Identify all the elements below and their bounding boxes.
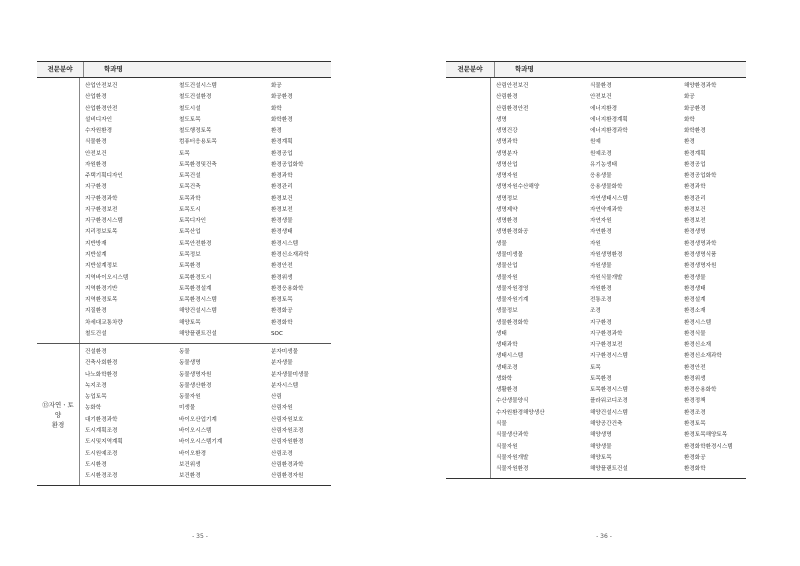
dept-cell: 식물생산과학 bbox=[496, 432, 529, 439]
dept-cell: 자연자원 bbox=[590, 218, 612, 225]
dept-cell: SOC bbox=[271, 330, 283, 337]
dept-cell: 환경공업화학 bbox=[684, 173, 717, 180]
dept-grid bbox=[491, 78, 746, 478]
dept-cell: 토목디자인 bbox=[179, 218, 207, 225]
dept-cell: 생물자원기계 bbox=[496, 297, 529, 304]
dept-cell: 환경계획 bbox=[271, 139, 293, 146]
dept-cell: 산업안전보건 bbox=[85, 83, 118, 89]
dept-cell: 토목 bbox=[179, 150, 190, 157]
dept-cell: 에너지환경과학 bbox=[590, 128, 628, 135]
header-dept: 학과명 bbox=[515, 65, 534, 73]
category-line: ⑬자연ㆍ토 bbox=[42, 400, 74, 409]
dept-cell: 화학 bbox=[271, 105, 282, 112]
category-line: 환경 bbox=[51, 420, 65, 429]
header-dept: 학과명 bbox=[104, 65, 123, 73]
dept-cell: 철도건설시스템 bbox=[179, 83, 217, 89]
dept-cell: 환경생태 bbox=[684, 285, 706, 292]
dept-cell: 철도시설 bbox=[179, 105, 201, 112]
dept-cell: 지구환경보전 bbox=[85, 206, 118, 213]
dept-cell: 철도건설환경 bbox=[179, 94, 212, 101]
dept-cell: 환경신소재과학 bbox=[271, 251, 309, 258]
dept-cell: 생명산업 bbox=[496, 161, 518, 168]
dept-cell: 환경 bbox=[684, 139, 695, 146]
dept-cell: 생물자원경영 bbox=[496, 285, 529, 292]
dept-cell: 생명환경화공 bbox=[496, 229, 529, 236]
dept-cell: 조경 bbox=[590, 308, 601, 315]
dept-cell: 토목환경 bbox=[590, 375, 612, 382]
department-table bbox=[446, 61, 746, 479]
dept-cell: 생태시스템 bbox=[496, 353, 524, 360]
table-header bbox=[37, 62, 331, 78]
dept-cell: 에너지환경계획 bbox=[590, 116, 628, 123]
dept-cell: 화학환경 bbox=[271, 116, 293, 123]
dept-cell: 생활환경 bbox=[496, 387, 518, 394]
dept-cell: 화공 bbox=[684, 94, 695, 101]
dept-cell: 안전보건 bbox=[590, 94, 612, 101]
dept-cell: 환경생명 bbox=[684, 229, 706, 236]
dept-cell: 철도행정토목 bbox=[179, 128, 212, 135]
dept-cell: 지구환경과학 bbox=[590, 330, 623, 337]
dept-cell: 해양건설시스템 bbox=[179, 308, 217, 315]
header-field: 전문분야 bbox=[37, 62, 84, 77]
dept-cell: 생물 bbox=[496, 240, 507, 247]
table-section bbox=[446, 78, 746, 478]
dept-cell: 보건환경 bbox=[179, 473, 201, 480]
dept-cell: 환경화학 bbox=[271, 319, 293, 326]
dept-cell: 동물 bbox=[179, 349, 190, 356]
dept-cell: 토목환경시스템 bbox=[590, 387, 628, 394]
dept-cell: 분자미생물 bbox=[271, 349, 299, 356]
dept-cell: 자연생태시스템 bbox=[590, 195, 628, 202]
dept-cell: 환경공업화학 bbox=[271, 161, 304, 168]
dept-cell: 산업환경 bbox=[85, 94, 107, 101]
dept-cell: 동물생산환경 bbox=[179, 382, 212, 389]
dept-cell: 도시원예조경 bbox=[85, 450, 118, 457]
dept-cell: 지질환경 bbox=[85, 308, 107, 315]
dept-cell: 자원환경 bbox=[85, 161, 107, 168]
dept-cell: 환경응용화학 bbox=[271, 285, 304, 292]
dept-cell: 생명과학 bbox=[496, 139, 518, 146]
dept-cell: 산림자원보호 bbox=[271, 416, 304, 423]
dept-cell: 농업토목 bbox=[85, 394, 107, 401]
dept-cell: 미생물 bbox=[179, 405, 196, 412]
dept-cell: 환경응용화학 bbox=[684, 387, 717, 394]
dept-cell: 환경안전 bbox=[684, 364, 706, 371]
dept-cell: 화학 bbox=[684, 116, 695, 123]
page-number: - 36 - bbox=[596, 533, 612, 540]
dept-cell: 지구환경과학 bbox=[85, 195, 118, 202]
table-header bbox=[446, 62, 746, 78]
dept-cell: 산림 bbox=[271, 394, 282, 401]
header-field: 전문분야 bbox=[446, 62, 495, 77]
dept-cell: 환경관리 bbox=[684, 195, 706, 202]
dept-cell: 생물미생물 bbox=[496, 251, 524, 258]
dept-cell: 화학환경 bbox=[684, 128, 706, 135]
dept-cell: 토목산업 bbox=[179, 229, 201, 236]
dept-cell: 식물환경 bbox=[85, 139, 107, 146]
dept-cell: 산림자원조경 bbox=[271, 427, 304, 434]
dept-cell: 화공 bbox=[271, 83, 282, 89]
dept-cell: 환경시스템 bbox=[684, 319, 712, 326]
dept-cell: 분자생물 bbox=[271, 360, 293, 367]
dept-cell: 생명자원수산해양 bbox=[496, 184, 540, 191]
dept-cell: 토목건설 bbox=[179, 173, 201, 180]
table-section bbox=[37, 78, 331, 344]
dept-cell: 수자원환경 bbox=[85, 128, 113, 135]
dept-cell: 환경생태 bbox=[271, 229, 293, 236]
dept-cell: 농화학 bbox=[85, 405, 102, 412]
dept-cell: 환경토목해양토목 bbox=[684, 432, 728, 439]
dept-cell: 지역환경토목 bbox=[85, 297, 118, 304]
dept-cell: 지반방재 bbox=[85, 240, 107, 247]
dept-cell: 환경계획 bbox=[684, 150, 706, 157]
dept-cell: 산림자원환경 bbox=[271, 439, 304, 446]
dept-cell: 바이오산업기계 bbox=[179, 416, 217, 423]
dept-cell: 지구환경시스템 bbox=[590, 353, 628, 360]
dept-cell: 환경 bbox=[271, 128, 282, 135]
dept-cell: 산림조경 bbox=[271, 450, 293, 457]
dept-cell: 환경공업 bbox=[684, 161, 706, 168]
dept-cell: 응용생물 bbox=[590, 173, 612, 180]
dept-cell: 도시및지역계획 bbox=[85, 439, 123, 446]
dept-cell: 환경소재 bbox=[684, 308, 706, 315]
dept-cell: 화공환경 bbox=[684, 105, 706, 112]
dept-cell: 철도건설 bbox=[85, 330, 107, 337]
dept-cell: 환경관리 bbox=[271, 184, 293, 191]
dept-cell: 생명자원 bbox=[496, 173, 518, 180]
dept-cell: 환경정책 bbox=[684, 398, 706, 405]
dept-cell: 에너지환경 bbox=[590, 105, 618, 112]
dept-cell: 환경위생 bbox=[271, 274, 293, 281]
dept-cell: 생명환경 bbox=[496, 218, 518, 225]
dept-cell: 토목 bbox=[590, 364, 601, 371]
dept-grid bbox=[80, 344, 331, 485]
dept-cell: 철도토목 bbox=[179, 116, 201, 123]
dept-cell: 수산생물양식 bbox=[496, 398, 529, 405]
dept-cell: 자원생물 bbox=[590, 263, 612, 270]
dept-cell: 도시환경 bbox=[85, 461, 107, 468]
dept-cell: 자연환경 bbox=[590, 229, 612, 236]
dept-cell: 지구환경시스템 bbox=[85, 218, 123, 225]
dept-cell: 토목환경도시 bbox=[179, 274, 212, 281]
section-category bbox=[37, 344, 80, 485]
dept-cell: 생명제약 bbox=[496, 206, 518, 213]
dept-cell: 산림환경 bbox=[496, 94, 518, 101]
dept-cell: 바이오시스템 bbox=[179, 427, 212, 434]
dept-cell: 동물생명 bbox=[179, 360, 201, 367]
dept-cell: 환경토목 bbox=[271, 297, 293, 304]
dept-cell: 토목환경설계 bbox=[179, 285, 212, 292]
dept-cell: 화공환경 bbox=[271, 94, 293, 101]
dept-cell: 환경생명식품 bbox=[684, 251, 717, 258]
dept-cell: 생물산업 bbox=[496, 263, 518, 270]
dept-cell: 토목건축 bbox=[179, 184, 201, 191]
table-section bbox=[37, 344, 331, 485]
dept-cell: 해양생명 bbox=[590, 432, 612, 439]
dept-cell: 환경생물 bbox=[271, 218, 293, 225]
dept-cell: 원예조경 bbox=[590, 150, 612, 157]
dept-cell: 나노화학환경 bbox=[85, 371, 118, 378]
dept-cell: 도시계획조경 bbox=[85, 427, 118, 434]
dept-cell: 환경보건 bbox=[684, 206, 706, 213]
dept-cell: 환경안전 bbox=[271, 263, 293, 270]
dept-cell: 해양토목 bbox=[179, 319, 201, 326]
dept-cell: 산림환경안전 bbox=[496, 105, 529, 112]
dept-cell: 자원 bbox=[590, 240, 601, 247]
dept-cell: 지구환경 bbox=[85, 184, 107, 191]
dept-cell: 환경화공 bbox=[271, 308, 293, 315]
dept-cell: 토목안전환경 bbox=[179, 240, 212, 247]
dept-cell: 자연약재과학 bbox=[590, 206, 623, 213]
dept-cell: 해양건설시스템 bbox=[590, 409, 628, 416]
dept-cell: 토목과학 bbox=[179, 195, 201, 202]
dept-cell: 환경화학환경시스템 bbox=[684, 443, 733, 450]
dept-cell: 환경설계 bbox=[684, 297, 706, 304]
dept-cell: 보건위생 bbox=[179, 461, 201, 468]
dept-cell: 지반설계 bbox=[85, 251, 107, 258]
dept-cell: 토목환경 bbox=[179, 263, 201, 270]
dept-grid bbox=[80, 78, 331, 343]
dept-cell: 환경신소재과학 bbox=[684, 353, 722, 360]
dept-cell: 생물환경화학 bbox=[496, 319, 529, 326]
dept-cell: 설비디자인 bbox=[85, 116, 113, 123]
dept-cell: 원예 bbox=[590, 139, 601, 146]
dept-cell: 환경보건 bbox=[271, 195, 293, 202]
dept-cell: 도시환경조경 bbox=[85, 473, 118, 480]
dept-cell: 생태조경 bbox=[496, 364, 518, 371]
dept-cell: 생명정보 bbox=[496, 195, 518, 202]
dept-cell: 환경생명과학 bbox=[684, 240, 717, 247]
dept-cell: 산림안전보건 bbox=[496, 83, 529, 89]
page-number: - 35 - bbox=[192, 533, 208, 540]
dept-cell: 자원식물개발 bbox=[590, 274, 623, 281]
dept-cell: 생물자원 bbox=[496, 274, 518, 281]
dept-cell: 생물정보 bbox=[496, 308, 518, 315]
dept-cell: 해양토목 bbox=[590, 454, 612, 461]
dept-cell: 지역바이오시스템 bbox=[85, 274, 129, 281]
dept-cell: 해양환경과학 bbox=[684, 83, 717, 89]
dept-cell: 해양공간건축 bbox=[590, 420, 623, 427]
dept-cell: 플라워코디조경 bbox=[590, 398, 628, 405]
dept-cell: 환경신소재 bbox=[684, 342, 712, 349]
dept-cell: 해양플랜트건설 bbox=[590, 466, 628, 473]
dept-cell: 분자생물미생물 bbox=[271, 371, 309, 378]
dept-cell: 생태 bbox=[496, 330, 507, 337]
dept-cell: 건설환경 bbox=[85, 349, 107, 356]
dept-cell: 해양생물 bbox=[590, 443, 612, 450]
dept-cell: 환경보전 bbox=[271, 206, 293, 213]
dept-cell: 자원환경 bbox=[590, 285, 612, 292]
dept-cell: 환경위생 bbox=[684, 375, 706, 382]
dept-cell: 환경과학 bbox=[271, 173, 293, 180]
dept-cell: 식물자원개발 bbox=[496, 454, 529, 461]
dept-cell: 식물자원 bbox=[496, 443, 518, 450]
dept-cell: 응용생물화학 bbox=[590, 184, 623, 191]
dept-cell: 식물자원환경 bbox=[496, 466, 529, 473]
dept-cell: 환경공업 bbox=[271, 150, 293, 157]
dept-cell: 지반설계정보 bbox=[85, 263, 118, 270]
dept-cell: 건축사회환경 bbox=[85, 360, 118, 367]
category-line: 양 bbox=[54, 410, 62, 419]
dept-cell: 환경화학 bbox=[684, 466, 706, 473]
dept-cell: 환경생명자원 bbox=[684, 263, 717, 270]
dept-cell: 자원생명환경 bbox=[590, 251, 623, 258]
dept-cell: 컴퓨터응용토목 bbox=[179, 139, 217, 146]
dept-cell: 환경토목 bbox=[684, 420, 706, 427]
dept-cell: 생명 bbox=[496, 116, 507, 123]
dept-cell: 식물환경 bbox=[590, 83, 612, 89]
section-category bbox=[446, 78, 491, 478]
dept-cell: 차세대교통차량 bbox=[85, 319, 123, 326]
dept-cell: 환경과학 bbox=[684, 184, 706, 191]
dept-cell: 산림자원 bbox=[271, 405, 293, 412]
dept-cell: 동물자원 bbox=[179, 394, 201, 401]
dept-cell: 토목환경및건축 bbox=[179, 161, 217, 168]
dept-cell: 환경식물 bbox=[684, 330, 706, 337]
dept-cell: 환경조경 bbox=[684, 409, 706, 416]
section-category bbox=[37, 78, 80, 343]
dept-cell: 산업환경안전 bbox=[85, 105, 118, 112]
dept-cell: 환경화공 bbox=[684, 454, 706, 461]
dept-cell: 생명분자 bbox=[496, 150, 518, 157]
dept-cell: 토목정보 bbox=[179, 251, 201, 258]
dept-cell: 대기환경과학 bbox=[85, 416, 118, 423]
dept-cell: 지구환경 bbox=[590, 319, 612, 326]
dept-cell: 지역환경기반 bbox=[85, 285, 118, 292]
dept-cell: 생화학 bbox=[496, 375, 513, 382]
dept-cell: 해양플랜트건설 bbox=[179, 330, 217, 337]
dept-cell: 분자시스템 bbox=[271, 382, 299, 389]
dept-cell: 전통조경 bbox=[590, 297, 612, 304]
dept-cell: 환경보전 bbox=[684, 218, 706, 225]
dept-cell: 식물 bbox=[496, 420, 507, 427]
dept-cell: 수자원환경해양생산 bbox=[496, 409, 545, 416]
dept-cell: 지리정보토목 bbox=[85, 229, 118, 236]
dept-cell: 산림환경자원 bbox=[271, 473, 304, 480]
dept-cell: 유기농생태 bbox=[590, 161, 618, 168]
dept-cell: 생명건강 bbox=[496, 128, 518, 135]
dept-cell: 환경생물 bbox=[684, 274, 706, 281]
dept-cell: 녹지조경 bbox=[85, 382, 107, 389]
dept-cell: 토목환경시스템 bbox=[179, 297, 217, 304]
dept-cell: 바이오시스템기계 bbox=[179, 439, 223, 446]
dept-cell: 지구환경보전 bbox=[590, 342, 623, 349]
dept-cell: 바이오환경 bbox=[179, 450, 207, 457]
dept-cell: 안전보건 bbox=[85, 150, 107, 157]
dept-cell: 토목도시 bbox=[179, 206, 201, 213]
dept-cell: 환경시스템 bbox=[271, 240, 299, 247]
department-table bbox=[37, 61, 331, 486]
dept-cell: 동물생명자원 bbox=[179, 371, 212, 378]
dept-cell: 생태과학 bbox=[496, 342, 518, 349]
dept-cell: 산림환경과학 bbox=[271, 461, 304, 468]
dept-cell: 주택기획디자인 bbox=[85, 173, 123, 180]
